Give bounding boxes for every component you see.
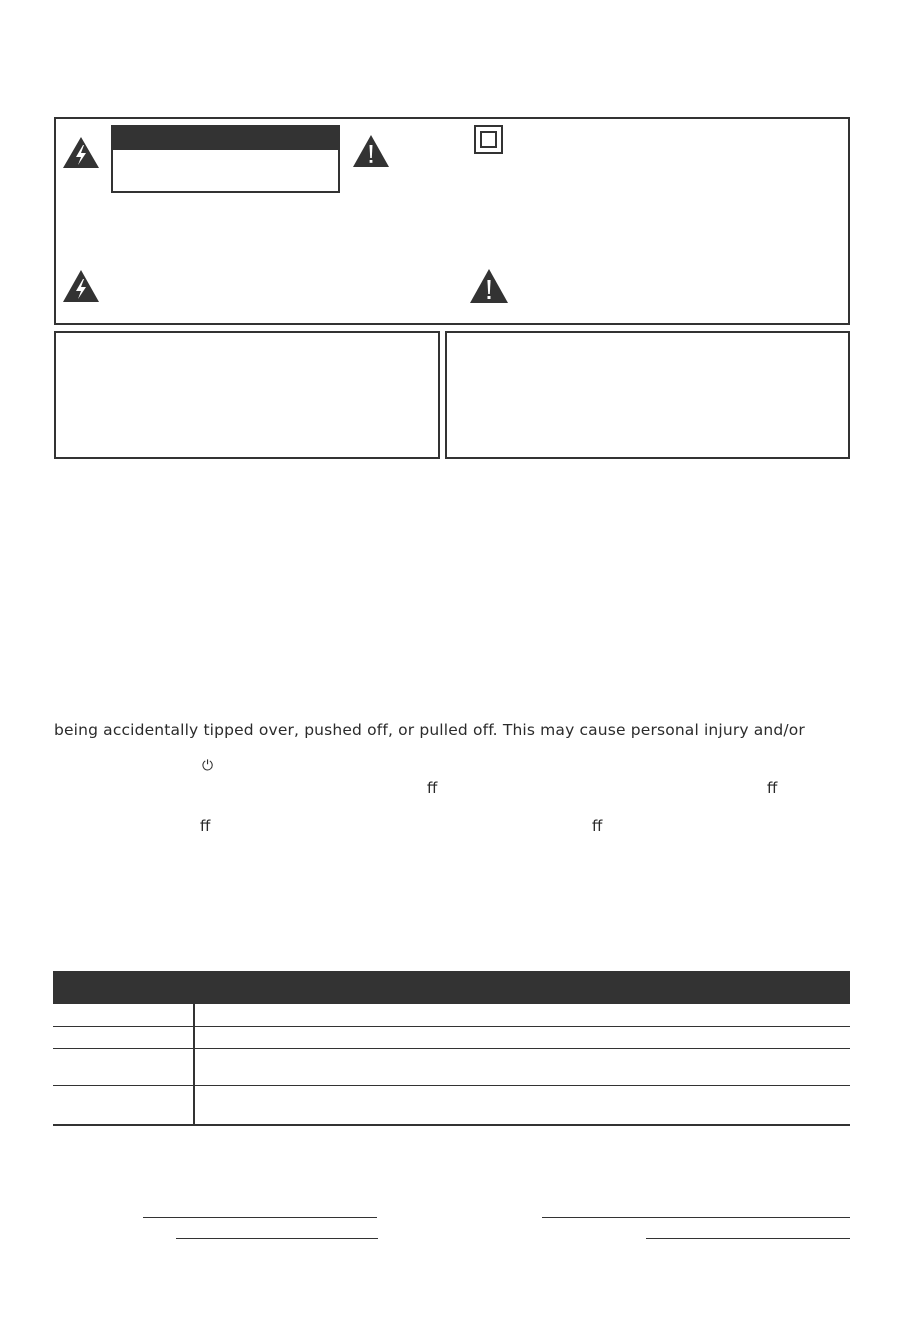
table-cell — [194, 1004, 850, 1026]
ff-ligature-text: ff — [427, 779, 438, 797]
spec-table — [53, 971, 850, 1126]
record-line — [542, 1217, 850, 1218]
table-row — [53, 1004, 850, 1026]
record-line — [143, 1217, 377, 1218]
table-header-cell — [194, 971, 850, 1004]
double-insulation-square-icon — [474, 125, 503, 154]
exclamation-triangle-icon — [352, 134, 390, 168]
record-line — [176, 1238, 378, 1239]
table-cell — [194, 1048, 850, 1085]
table-cell — [53, 1004, 194, 1026]
warning-label-box — [111, 125, 340, 193]
table-row — [53, 1026, 850, 1048]
exclamation-triangle-icon — [469, 268, 509, 304]
table-row — [53, 1085, 850, 1125]
table-header-row — [53, 971, 850, 1004]
caution-box-left — [54, 331, 440, 459]
caution-box-right — [445, 331, 850, 459]
table-cell — [194, 1026, 850, 1048]
table-row — [53, 1048, 850, 1085]
warning-label-header-bar — [113, 127, 338, 150]
ff-ligature-text: ff — [767, 779, 778, 797]
record-line — [646, 1238, 850, 1239]
table-cell — [53, 1085, 194, 1125]
table-header-cell — [53, 971, 194, 1004]
lightning-triangle-icon — [62, 269, 100, 303]
ff-ligature-text: ff — [200, 817, 211, 835]
table-cell — [194, 1085, 850, 1125]
lightning-triangle-icon — [62, 136, 100, 169]
tipping-warning-text: being accidentally tipped over, pushed off, or pulled off. This may cause personal injury and/or — [54, 721, 805, 739]
table-cell — [53, 1026, 194, 1048]
table-cell — [53, 1048, 194, 1085]
ff-ligature-text: ff — [592, 817, 603, 835]
power-icon: ⏻ — [202, 758, 214, 774]
